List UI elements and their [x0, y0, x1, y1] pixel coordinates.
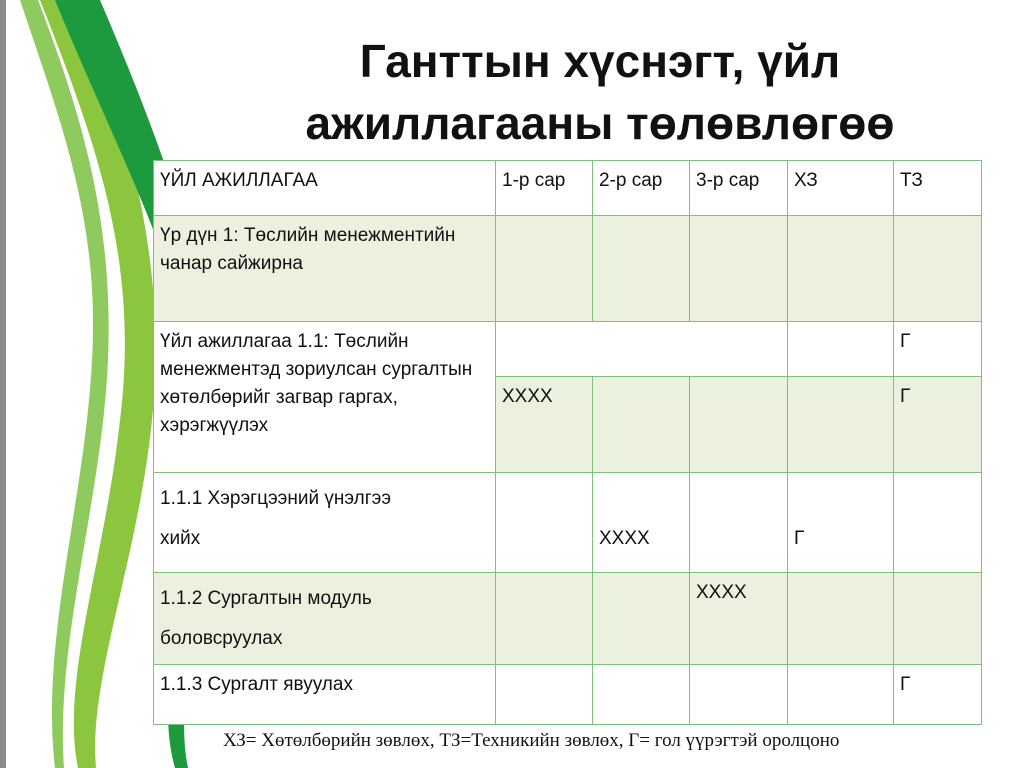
header-hz: ХЗ [788, 161, 894, 216]
cell-empty [593, 377, 690, 473]
activity-1-1-tz-row1: Г [894, 322, 982, 377]
activity-1-1-month-1: ХХХХ [496, 377, 593, 473]
slide-title: Ганттын хүснэгт, үйл ажиллагааны төлөвлөгөө [305, 35, 895, 149]
outcome-row [154, 216, 982, 322]
cell-empty [788, 665, 894, 725]
cell-empty [593, 665, 690, 725]
header-month-1: 1-р сар [496, 161, 593, 216]
cell-empty [690, 665, 788, 725]
task-1-1-1-month-2 [593, 473, 690, 573]
cell-empty [496, 573, 593, 665]
cell-empty [788, 573, 894, 665]
header-row [154, 161, 982, 216]
cell-empty [788, 377, 894, 473]
task-1-1-3-tz: Г [894, 665, 982, 725]
task-1-1-1-row [154, 473, 982, 573]
xxxx-mark: ХХХХ [599, 528, 650, 549]
task-1-1-1-hz [788, 473, 894, 573]
task-1-1-1-line2: хийх [160, 528, 201, 549]
header-month-3: 3-р сар [690, 161, 788, 216]
cell-empty [593, 216, 690, 322]
cell-empty [496, 665, 593, 725]
task-1-1-2-line1: 1.1.2 Сургалтын модуль [160, 588, 372, 609]
cell-empty [894, 573, 982, 665]
cell-empty [496, 216, 593, 322]
header-activity: ҮЙЛ АЖИЛЛАГАА [154, 161, 496, 216]
legend-footnote: ХЗ= Хөтөлбөрийн зөвлөх, ТЗ=Техникийн зөвлөх, Г= гол үүрэгтэй оролцоно [223, 730, 840, 751]
g-mark: Г [794, 528, 805, 549]
header-month-2: 2-р сар [593, 161, 690, 216]
activity-row-1 [154, 322, 982, 377]
cell-empty [690, 473, 788, 573]
task-1-1-2-row [154, 573, 982, 665]
gantt-table [153, 160, 982, 725]
cell-empty [788, 216, 894, 322]
task-1-1-2-label [154, 573, 496, 665]
task-1-1-2-month-3: ХХХХ [690, 573, 788, 665]
task-1-1-1-line1: 1.1.1 Хэрэгцээний үнэлгээ [160, 488, 392, 509]
cell-empty [894, 216, 982, 322]
task-1-1-3-label: 1.1.3 Сургалт явуулах [154, 665, 496, 725]
cell-empty [593, 573, 690, 665]
cell-empty [690, 377, 788, 473]
cell-empty [496, 473, 593, 573]
header-tz: ТЗ [894, 161, 982, 216]
activity-1-1-label: Үйл ажиллагаа 1.1: Төслийн менежментэд зориулсан сургалтын хөтөлбөрийг загвар гаргах, хэрэгжүүлэх [154, 322, 496, 473]
activity-1-1-tz-row2: Г [894, 377, 982, 473]
cell-empty [894, 473, 982, 573]
task-1-1-2-line2: боловсруулах [160, 628, 283, 649]
cell-empty [788, 322, 894, 377]
task-1-1-1-label [154, 473, 496, 573]
cell-empty [690, 216, 788, 322]
task-1-1-3-row [154, 665, 982, 725]
cell-empty [496, 322, 788, 377]
outcome-1-label: Үр дүн 1: Төслийн менежментийн чанар сайжирна [154, 216, 496, 322]
